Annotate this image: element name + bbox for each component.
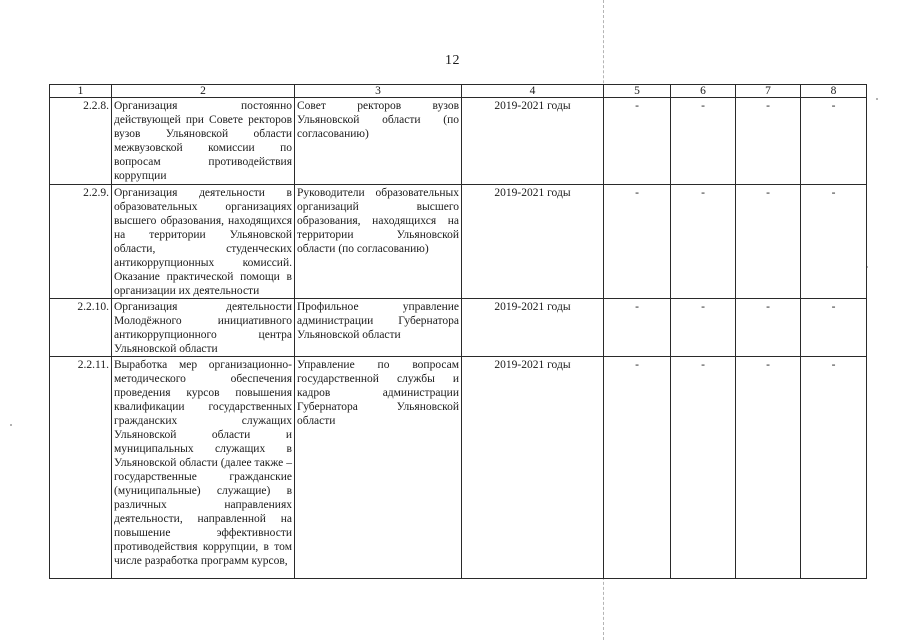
- item-number: 2.2.11.: [50, 357, 112, 579]
- value-cell: -: [604, 98, 671, 185]
- activity-plan-table: [49, 84, 867, 579]
- column-header: 4: [462, 85, 604, 98]
- column-header: 6: [671, 85, 736, 98]
- value-cell: -: [801, 299, 867, 357]
- value-cell: -: [604, 185, 671, 299]
- responsible-cell: Управление по вопросам государственной службы и кадров администрации Губернатора Ульяновской области: [295, 357, 462, 579]
- responsible-cell: Профильное управление администрации Губернатора Ульяновской области: [295, 299, 462, 357]
- column-header: 7: [736, 85, 801, 98]
- table-header-row: [50, 85, 867, 98]
- value-cell: -: [604, 299, 671, 357]
- activity-cell: Выработка мер организационно-методического обеспечения проведения курсов повышения квалификации государственных гражданских служащих Ульяновской области и муниципальных служащих в Ульяновской области (далее также – государственные гражданские (муниципальные) служащие) в различных направлениях деятельности, направленной на повышение эффективности противодействия коррупции, в том числе разработка программ курсов,: [112, 357, 295, 579]
- term-cell: 2019-2021 годы: [462, 185, 604, 299]
- column-header: 2: [112, 85, 295, 98]
- value-cell: -: [671, 299, 736, 357]
- responsible-cell: Совет ректоров вузов Ульяновской области (по согласованию): [295, 98, 462, 185]
- value-cell: -: [671, 357, 736, 579]
- value-cell: -: [604, 357, 671, 579]
- term-cell: 2019-2021 годы: [462, 357, 604, 579]
- scan-artifact-dot: [10, 424, 12, 426]
- table-row: [50, 98, 867, 185]
- item-number: 2.2.10.: [50, 299, 112, 357]
- activity-cell: Организация деятельности в образовательных организациях высшего образования, находящихся на территории Ульяновской области, студенческих антикоррупционных комиссий. Оказание практической помощи в организации их деятельности: [112, 185, 295, 299]
- column-header: 1: [50, 85, 112, 98]
- scan-artifact-dot: [876, 98, 878, 100]
- page-number: 12: [445, 53, 460, 68]
- value-cell: -: [801, 98, 867, 185]
- value-cell: -: [801, 357, 867, 579]
- value-cell: -: [736, 185, 801, 299]
- term-cell: 2019-2021 годы: [462, 299, 604, 357]
- value-cell: -: [736, 299, 801, 357]
- activity-cell: Организация деятельности Молодёжного инициативного антикоррупционного центра Ульяновской области: [112, 299, 295, 357]
- item-number: 2.2.8.: [50, 98, 112, 185]
- value-cell: -: [736, 357, 801, 579]
- value-cell: -: [801, 185, 867, 299]
- column-header: 5: [604, 85, 671, 98]
- value-cell: -: [671, 98, 736, 185]
- responsible-cell: Руководители образовательных организаций высшего образования, находящихся на территории Ульяновской области (по согласованию): [295, 185, 462, 299]
- table-row: [50, 185, 867, 299]
- item-number: 2.2.9.: [50, 185, 112, 299]
- value-cell: -: [736, 98, 801, 185]
- term-cell: 2019-2021 годы: [462, 98, 604, 185]
- table-row: [50, 357, 867, 579]
- table-row: [50, 299, 867, 357]
- column-header: 3: [295, 85, 462, 98]
- column-header: 8: [801, 85, 867, 98]
- value-cell: -: [671, 185, 736, 299]
- activity-cell: Организация постоянно действующей при Совете ректоров вузов Ульяновской области межвузовской комиссии по вопросам противодействия коррупции: [112, 98, 295, 185]
